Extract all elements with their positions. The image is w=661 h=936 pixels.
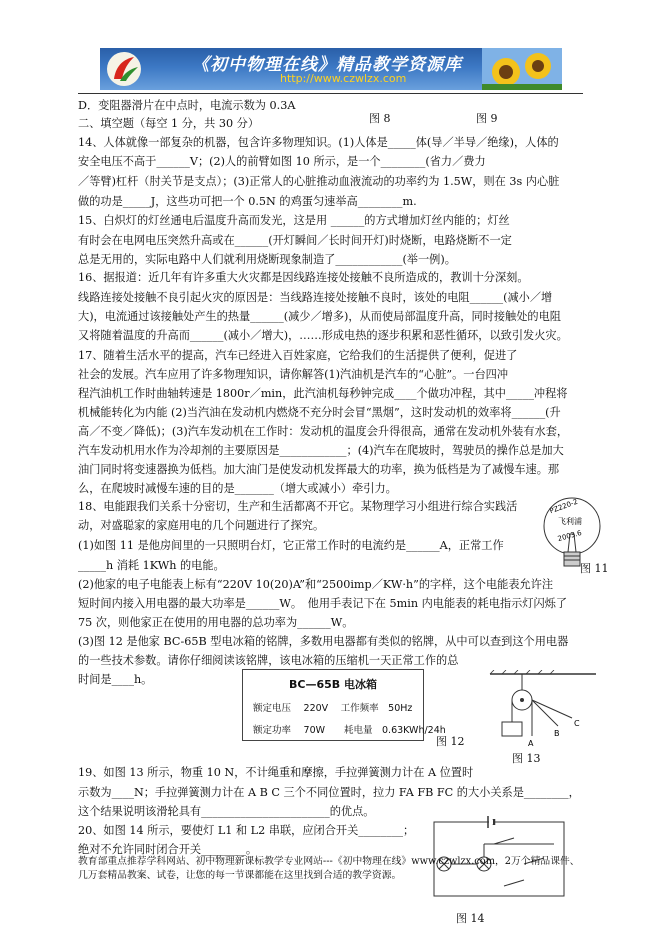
text-line: 有时会在电网电压突然升高或在______(开灯瞬间／长时间开灯)时烧断，电路烧断不一定 [78,234,512,247]
text-line: 19、如图 13 所示，物重 10 N，不计绳重和摩擦，手拉弹簧测力计在 A 位置时 [78,766,474,779]
banner-url[interactable]: http://www.czwlzx.com [280,72,407,85]
pulley-diagram [488,670,598,750]
text-line: 时间是____h。 [78,673,153,686]
text-line: 20、如图 14 所示，要使灯 L1 和 L2 串联，应闭合开关________； [78,824,415,837]
text-line: 做的功是_____J，这些功可把一个 0.5N 的鸡蛋匀速举高________m. [78,195,417,208]
text-line: 这个结果说明该滑轮具有_______________________的优点。 [78,805,375,818]
text-line: 二、填空题（每空 1 分，共 30 分） [78,117,260,130]
text-line: 汽车发动机用水作为冷却剂的主要原因是____________；(4)汽车在爬坡时，驾驶员的操作总是加大 [78,444,564,457]
text-line: 高／不变／降低)；(3)汽车发动机在工作时：发动机的温度会升得很高，通常在发动机外装有水套， [78,425,569,438]
text-line: 18、电能跟我们关系十分密切，生产和生活都离不开它。某物理学习小组进行综合实践活 [78,500,518,513]
site-logo-icon [106,51,142,87]
text-line: 绝对不允许同时闭合开关________。 [78,843,258,856]
svg-text:2003.6: 2003.6 [556,528,583,544]
svg-text:飞利浦: 飞利浦 [558,517,582,526]
text-line: 机械能转化为内能 (2)当汽油在发动机内燃烧不充分时会冒“黑烟”，这时发动机的效率将______(升 [78,406,561,419]
svg-text:PZ220-2: PZ220-2 [548,497,579,516]
text-line: 16、据报道：近几年有许多重大火灾都是因线路连接处接触不良所造成的，教训十分深刻。 [78,271,529,284]
text-line: ／等臂)杠杆（肘关节是支点）；(3)正常人的心脏推动血液流动的功率约为 1.5W，则在 3s 内心脏 [78,175,560,188]
nameplate-title: BC—65B 电冰箱 [289,678,377,691]
fig14-caption: 图 14 [456,912,485,925]
footer-line-1: 教育部重点推荐学科网站、初中物理新课标教学专业网站---《初中物理在线》www.czwlzx.com，2万个精品课件、 [78,856,580,867]
text-line: 又将随着温度的升高而______(减小／增大)，……形成电热的逐步积累和恶性循环，以致引发火灾。 [78,329,568,342]
text-line: 14、人体就像一部复杂的机器，包含许多物理知识。(1)人体是_____体(导／半导／绝缘)，人体的 [78,136,559,149]
sunflower-icon [482,48,562,90]
text-line: 短时间内接入用电器的最大功率是______W。 他用手表记下在 5min 内电能表的耗电指示灯闪烁了 [78,597,568,610]
text-line: 线路连接处接触不良引起火灾的原因是：当线路连接处接触不良时，该处的电阻______(减小／增 [78,291,553,304]
text-line: 示数为____N；手拉弹簧测力计在 A B C 三个不同位置时，拉力 FA FB FC 的大小关系是________， [78,786,580,799]
text-line: 大)，电流通过该接触处产生的热量______(减少／增多)，从而使局部温度升高，同时接触处的电阻 [78,310,561,323]
nameplate-row-1: 额定电压 220V 工作频率 50Hz [253,703,413,714]
text-line: 的一些技术参数。请你仔细阅读该铭牌，该电冰箱的压缩机一天正常工作的总 [78,654,459,667]
text-line: (2)他家的电子电能表上标有“220V 10(20)A”和“2500imp／KW·h”的字样，这个电能表允许注 [78,578,554,591]
text-line: 动，对盛聪家的家庭用电的几个问题进行了探究。 [78,519,325,532]
text-line: 程汽油机工作时曲轴转速是 1800r／min，此汽油机每秒钟完成____个做功冲程，其中_____冲程将 [78,387,568,400]
svg-text:B: B [554,729,560,738]
fig8-caption: 图 8 [369,112,391,125]
fig13-caption: 图 13 [512,752,541,765]
header-banner[interactable] [100,48,562,90]
footer-line-2: 几万套精品教案、试卷，让您的每一节课都能在这里找到合适的教学资源。 [78,870,402,881]
svg-text:A: A [528,739,534,748]
text-line: 油门同时将变速器换为低档。加大油门是使发动机发挥最大的功率，换为低档是为了减慢车速。那 [78,463,560,476]
text-line: 么，在爬坡时减慢车速的目的是_______（增大或减小）牵引力。 [78,482,397,495]
text-line: 17、随着生活水平的提高，汽车已经进入百姓家庭，它给我们的生活提供了便利，促进了 [78,349,518,362]
text-line: (3)图 12 是他家 BC-65B 型电冰箱的铭牌，多数用电器都有类似的铭牌，从中可以查到这个用电器 [78,635,569,648]
header-rule [78,93,583,94]
svg-text:C: C [574,719,580,728]
text-line: (1)如图 11 是他房间里的一只照明台灯，它正常工作时的电流约是______A，正常工作 [78,539,504,552]
fridge-nameplate [242,669,446,741]
text-line: _____h 消耗 1KWh 的电能。 [78,559,225,572]
fig12-caption: 图 12 [436,735,465,748]
text-line: 15、白炽灯的灯丝通电后温度升高而发光，这是用 ______的方式增加灯丝内能的；灯丝 [78,214,510,227]
text-line: 总是无用的，实际电路中人们就利用烧断现象制造了____________(举一例)。 [78,253,456,266]
text-line: D．变阻器滑片在中点时，电流示数为 0.3A [78,99,296,112]
nameplate-row-2: 额定功率 70W 耗电量 0.63KWh/24h [253,725,446,736]
fig9-caption: 图 9 [476,112,498,125]
fig11-caption: 图 11 [580,562,609,575]
text-line: 安全电压不高于______V；(2)人的前臂如图 10 所示，是一个________(省力／费力 [78,155,486,168]
banner-title: 《初中物理在线》精品教学资源库 [192,55,462,75]
text-line: 社会的发展。汽车应用了许多物理知识，请你解答(1)汽油机是汽车的“心脏”。一台四冲 [78,368,509,381]
text-line: 75 次，则他家正在使用的用电器的总功率为______W。 [78,616,354,629]
